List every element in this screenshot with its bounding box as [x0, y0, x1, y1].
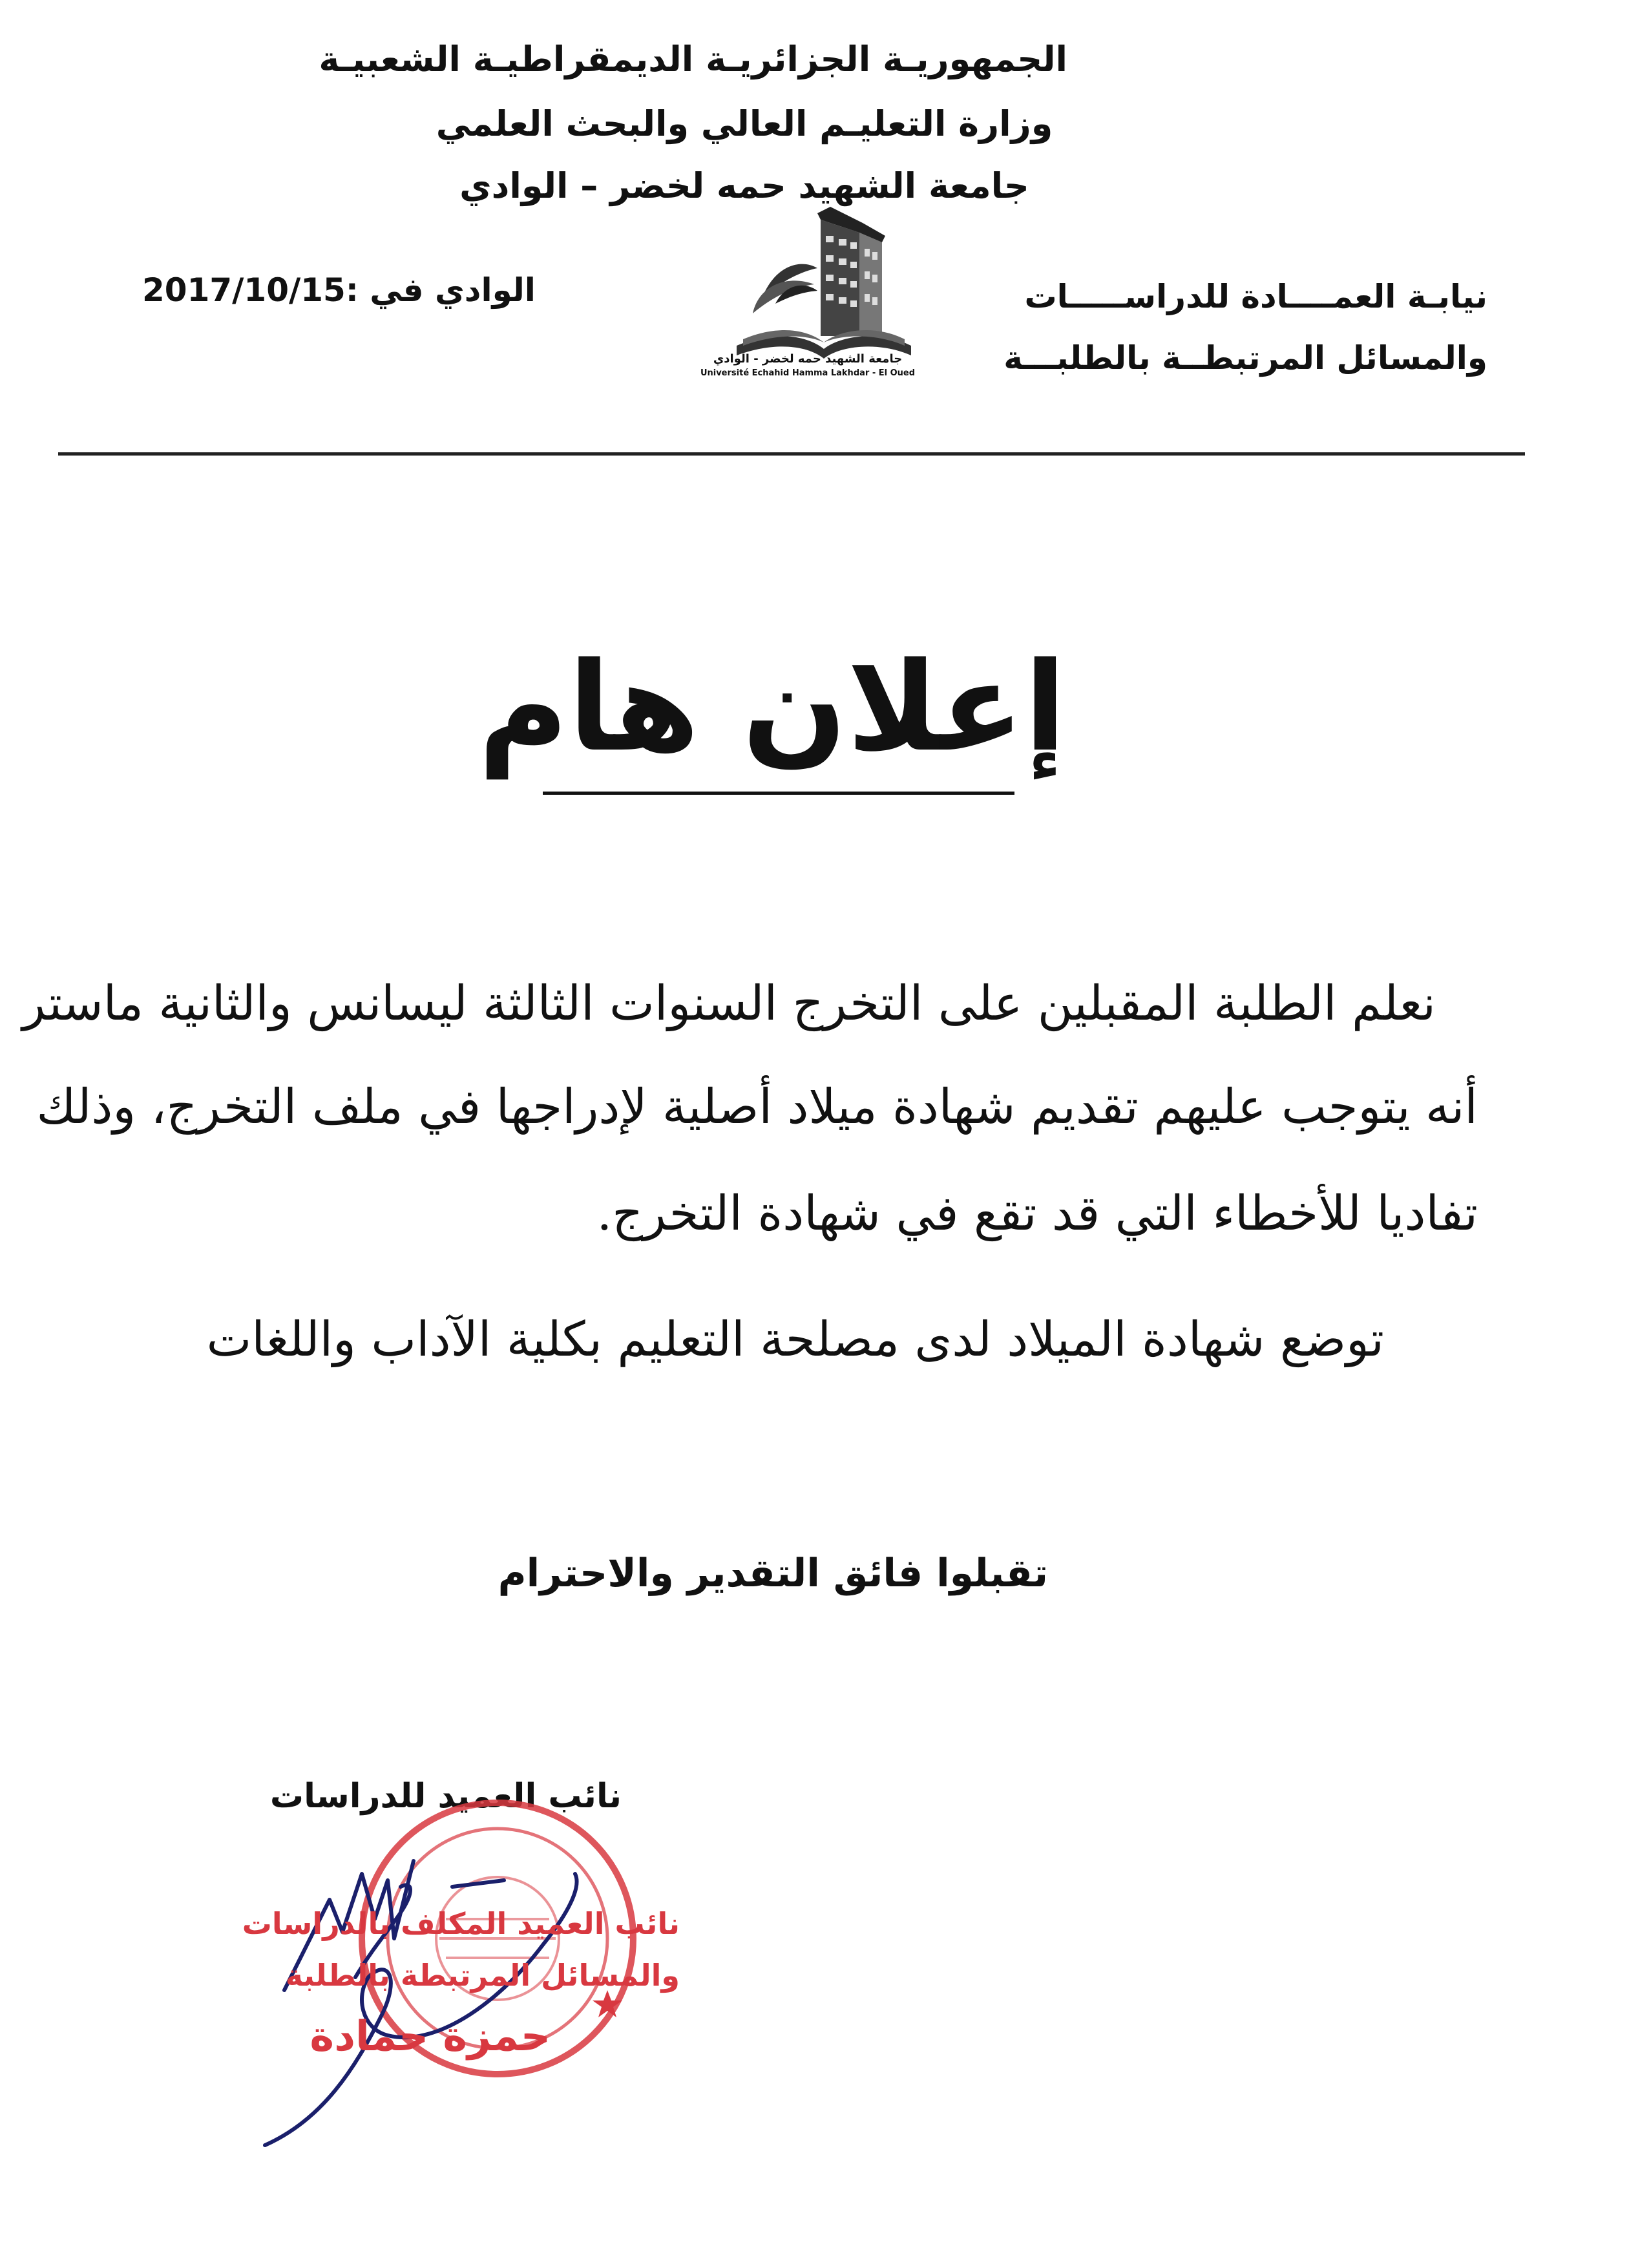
logo-caption-arabic: جامعة الشهيد حمه لخضر - الوادي: [713, 352, 903, 366]
department-line-2: والمسائل المرتبطــة بالطلبـــة: [1003, 339, 1487, 377]
closing-salutation: تقبلوا فائق التقدير والاحترام: [498, 1551, 1048, 1596]
announcement-line-2: أنه يتوجب عليهم تقديم شهادة ميلاد أصلية لإدراجها في ملف التخرج، وذلك: [36, 1079, 1478, 1135]
announcement-line-3: تفاديا للأخطاء التي قد تقع في شهادة التخرج.: [596, 1186, 1478, 1241]
stamp-name: حمزة حمادة: [310, 2013, 551, 2061]
signer-title: نائب العميد للدراسات: [269, 1777, 622, 1816]
date-line: الوادي في :2017/10/15: [142, 271, 536, 309]
logo-caption-latin: Université Echahid Hamma Lakhdar - El Oued: [700, 368, 916, 378]
header-divider: [58, 452, 1525, 456]
department-line-1: نيابـة العمــــادة للدراســـــات: [1024, 278, 1487, 315]
announcement-title: إعلان هام: [478, 636, 1066, 779]
announcement-line-4: توضع شهادة الميلاد لدى مصلحة التعليم بكلية الآداب واللغات: [206, 1312, 1384, 1367]
title-underline: [543, 792, 1014, 795]
stamp-text-line-2: والمسائل المرتبطة بالطلبة: [285, 1958, 680, 1993]
announcement-line-1: نعلم الطلبة المقبلين على التخرج السنوات الثالثة ليسانس والثانية ماستر: [22, 976, 1436, 1031]
stamp-text-line-1: نائب العميد المكلف بالدراسات: [242, 1906, 680, 1941]
university-name: جامعة الشهيد حمه لخضر – الوادي: [459, 165, 1029, 206]
republic-name: الجمهوريـة الجزائريـة الديمقراطيـة الشعبيـة: [319, 39, 1067, 79]
ministry-name: وزارة التعليـم العالي والبحث العلمي: [436, 103, 1053, 144]
